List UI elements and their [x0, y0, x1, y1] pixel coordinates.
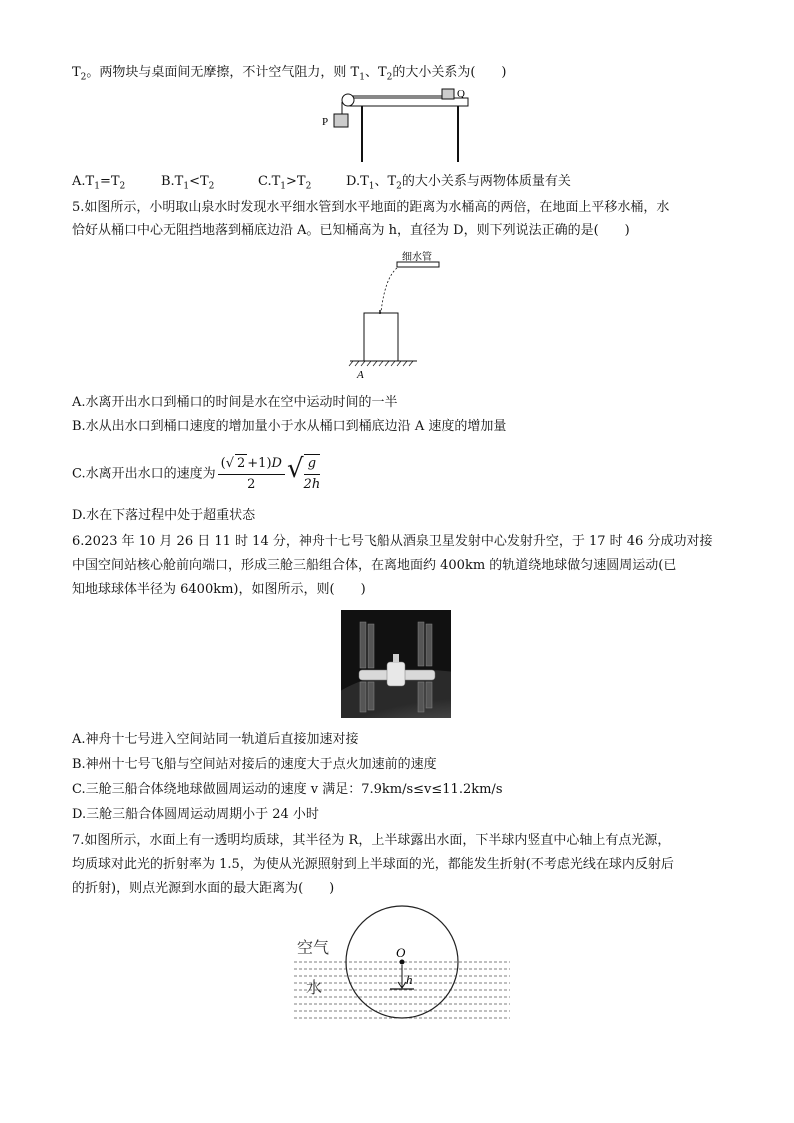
q7-center-point [400, 960, 405, 965]
q4-block-p [334, 114, 348, 127]
q6-option-b[interactable]: B.神州十七号飞船与空间站对接后的速度大于点火加速前的速度 [72, 757, 437, 772]
q5-bucket-figure [345, 248, 455, 383]
q5-bucket [364, 313, 398, 361]
q4-option-c[interactable]: $C.T_1>T_2$ [258, 174, 312, 192]
q4-stem-end: 的大小关系为( ) [392, 65, 507, 80]
q5-option-b[interactable]: B.水从出水口到桶口速度的增加量小于水从桶口到桶底边沿 A 速度的增加量 [72, 419, 507, 434]
q5-point-a-label: A [357, 369, 364, 381]
q4-sub: 2 [80, 72, 87, 83]
q4-sub1: 1 [359, 72, 365, 83]
q4-label-q: Q [457, 88, 465, 100]
q5-option-a[interactable]: A.水离开出水口到桶口的时间是水在空中运动时间的一半 [72, 395, 398, 410]
q7-label-h: h [406, 972, 413, 987]
q6-stem-line-3: 知地球球体半径为 6400km)，如图所示，则( ) [72, 582, 366, 597]
q4-label-p: P [322, 116, 329, 128]
q4-sep: 、T [364, 65, 387, 80]
q5-option-c-fraction: $\frac{(√ 2 +1)D}{2}$ [218, 454, 285, 494]
q4-option-d[interactable]: $D.T_1$、$T_2$的大小关系与两物体质量有关 [346, 174, 571, 192]
q7-label-water: 水 [306, 978, 323, 997]
q7-label-o: O [396, 945, 406, 960]
q4-text: 。两物块与桌面间无摩擦，不计空气阻力，则 T [86, 65, 360, 80]
q4-table-pulley-figure [318, 86, 478, 166]
q4-t-text: T [72, 65, 81, 80]
q5-pipe-label: 细水管 [402, 252, 432, 263]
q6-option-c[interactable]: C.三舱三船合体绕地球做圆周运动的速度 v 满足：7.9km/s≤v≤11.2km/s [72, 782, 503, 797]
q7-sphere-water-figure [290, 905, 515, 1027]
q4-stem-tail [72, 64, 722, 87]
q5-ground-hatch [349, 361, 413, 366]
q7-stem-line-3: 的折射)，则点光源到水面的最大距离为( ) [72, 881, 335, 896]
q5-stem-line-1: 5.如图所示，小明取山泉水时发现水平细水管到水平地面的距离为水桶高的两倍，在地面上平移水桶，水 [72, 200, 670, 215]
q7-label-air: 空气 [297, 938, 330, 957]
q5-option-c-text: C.水离开出水口的速度为 [72, 466, 216, 482]
q7-stem-line-1: 7.如图所示，水面上有一透明均质球，其半径为 R，上半球露出水面，下半球内竖直中心轴上有点光源， [72, 833, 671, 848]
q5-option-c[interactable] [72, 448, 322, 500]
q6-stem-line-2: 中国空间站核心舱前向端口，形成三舱三船组合体，在离地面约 400km 的轨道绕地球做匀速圆周运动(已 [72, 558, 677, 573]
q6-option-d[interactable]: D.三舱三船合体圆周运动周期小于 24 小时 [72, 807, 319, 822]
q4-block-q [442, 89, 454, 99]
q4-option-a[interactable]: $A.T_1=T_2$ [72, 174, 126, 192]
q5-stem-line-2: 恰好从桶口中心无阻挡地落到桶底边沿 A。已知桶高为 h，直径为 D，则下列说法正确的是( ) [72, 223, 630, 238]
q6-option-a[interactable]: A.神舟十七号进入空间站同一轨道后直接加速对接 [72, 732, 359, 747]
q7-stem-line-2: 均质球对此光的折射率为 1.5，为使从光源照射到上半球面的光，都能发生折射(不考虑光线在球内反射后 [72, 857, 674, 872]
q4-sub2: 2 [386, 72, 393, 83]
q6-space-station-photo [341, 610, 451, 718]
q5-option-d[interactable]: D.水在下落过程中处于超重状态 [72, 508, 256, 523]
q6-stem-line-1: 6.2023 年 10 月 26 日 11 时 14 分，神舟十七号飞船从酒泉卫星发射中心发射升空，于 17 时 46 分成功对接 [72, 534, 713, 549]
q4-option-b[interactable]: $B.T_1<T_2$ [161, 174, 215, 192]
q5-option-c-sqrt: √ $\frac{g}{2h}$ [286, 454, 321, 492]
